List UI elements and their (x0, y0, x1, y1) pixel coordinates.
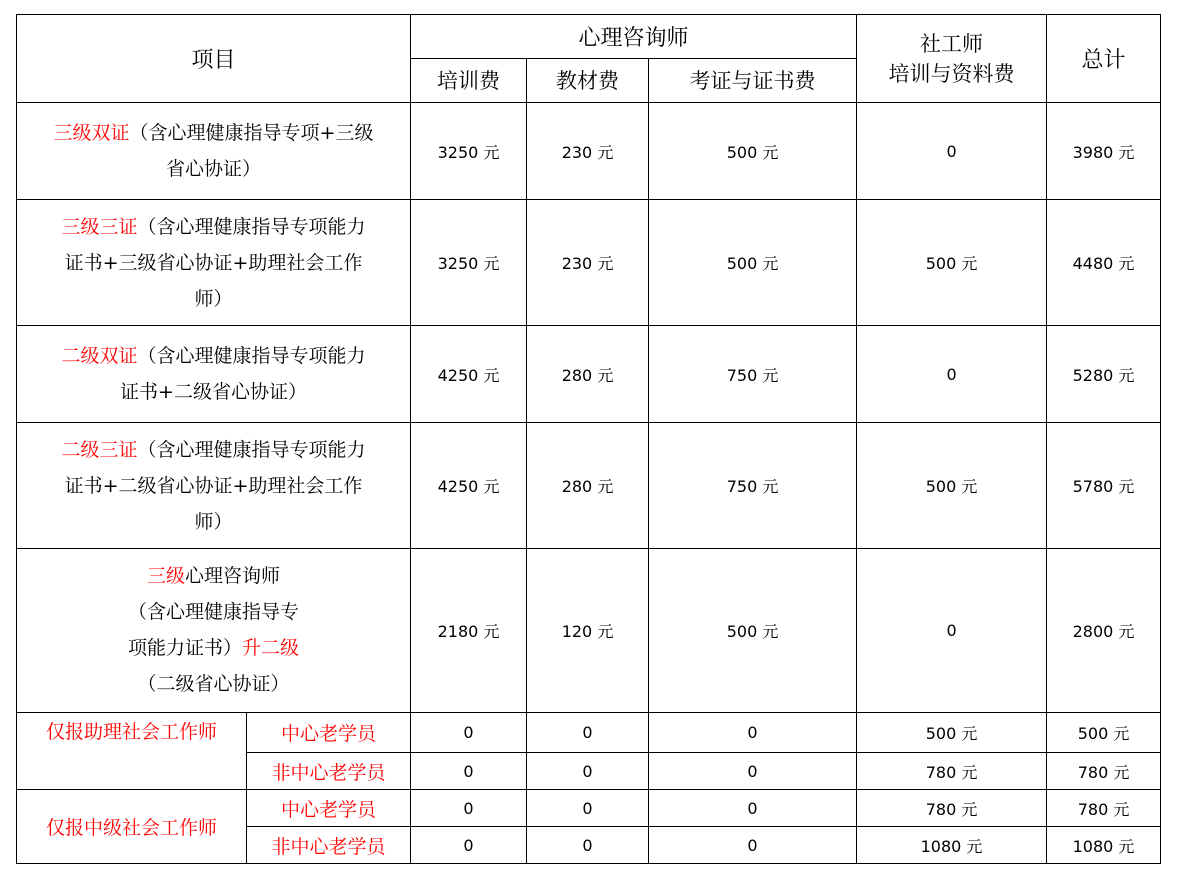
cell-total: 500 元 (1047, 712, 1161, 753)
cell-textbook: 230 元 (527, 200, 649, 326)
row-item-highlight: 二级双证 (61, 345, 138, 367)
header-exam-cert-fee: 考证与证书费 (649, 58, 857, 102)
table-row-upgrade (17, 548, 1161, 712)
header-total: 总计 (1047, 15, 1161, 103)
cell-total: 780 元 (1047, 790, 1161, 827)
row-item-highlight: 三级双证 (53, 122, 130, 145)
cell-social: 1080 元 (857, 827, 1047, 864)
student-type: 中心老学员 (247, 790, 411, 827)
cell-total: 5280 元 (1047, 325, 1161, 422)
cell-social: 780 元 (857, 790, 1047, 827)
row-item-text: （含心理健康指导专 (128, 601, 300, 624)
cell-social: 500 元 (857, 423, 1047, 549)
row-item (17, 548, 411, 712)
cell-social: 780 元 (857, 753, 1047, 790)
cell-training: 0 (411, 753, 527, 790)
cell-textbook: 0 (527, 790, 649, 827)
cell-training: 0 (411, 790, 527, 827)
row-item-text: 师） (194, 287, 233, 310)
cell-social: 500 元 (857, 712, 1047, 753)
row-item-text: （二级省心协证） (137, 673, 290, 696)
student-type: 非中心老学员 (247, 753, 411, 790)
header-social-worker-line1: 社工师 (920, 32, 984, 57)
header-item: 项目 (17, 15, 411, 103)
table-row (17, 423, 1161, 549)
cell-textbook: 280 元 (527, 325, 649, 422)
cell-total: 3980 元 (1047, 102, 1161, 199)
cell-total: 2800 元 (1047, 548, 1161, 712)
cell-total: 5780 元 (1047, 423, 1161, 549)
cell-textbook: 280 元 (527, 423, 649, 549)
cell-total: 4480 元 (1047, 200, 1161, 326)
student-type: 非中心老学员 (247, 827, 411, 864)
cell-exam: 750 元 (649, 423, 857, 549)
row-item-highlight: 三级 (146, 565, 185, 588)
row-item-text: 证书+二级省心协证） (120, 381, 307, 403)
row-item (17, 325, 411, 422)
row-item-highlight: 二级三证 (61, 438, 138, 461)
row-item (17, 423, 411, 549)
cell-total: 1080 元 (1047, 827, 1161, 864)
cell-training: 3250 元 (411, 102, 527, 199)
cell-textbook: 0 (527, 827, 649, 864)
table-row (17, 200, 1161, 326)
table-row (17, 325, 1161, 422)
table-row (17, 102, 1161, 199)
cell-exam: 0 (649, 753, 857, 790)
row-item-text: 证书+三级省心协证+助理社会工作 (64, 251, 363, 274)
row-item-highlight: 升二级 (242, 637, 300, 660)
cell-training: 0 (411, 712, 527, 753)
header-counselor: 心理咨询师 (411, 15, 857, 59)
header-textbook-fee: 教材费 (527, 58, 649, 102)
row-item (17, 200, 411, 326)
cell-training: 2180 元 (411, 548, 527, 712)
row-item-text: 项能力证书） (127, 637, 242, 660)
row-item-text: 证书+二级省心协证+助理社会工作 (64, 474, 363, 497)
cell-exam: 750 元 (649, 325, 857, 422)
cell-training: 4250 元 (411, 423, 527, 549)
cell-textbook: 230 元 (527, 102, 649, 199)
cell-training: 4250 元 (411, 325, 527, 422)
header-social-worker (857, 15, 1047, 103)
cell-exam: 0 (649, 712, 857, 753)
student-type: 中心老学员 (247, 712, 411, 753)
cell-textbook: 0 (527, 712, 649, 753)
fee-table (16, 14, 1161, 864)
row-item-text: 心理咨询师 (185, 565, 281, 588)
row-item (17, 102, 411, 199)
header-training-fee: 培训费 (411, 58, 527, 102)
cell-social: 500 元 (857, 200, 1047, 326)
cell-exam: 500 元 (649, 102, 857, 199)
group-label: 仅报中级社会工作师 (17, 790, 247, 864)
cell-textbook: 120 元 (527, 548, 649, 712)
row-item-text: 师） (194, 510, 233, 533)
cell-social: 0 (857, 325, 1047, 422)
table-row (17, 790, 1161, 827)
cell-exam: 0 (649, 790, 857, 827)
cell-training: 0 (411, 827, 527, 864)
cell-exam: 500 元 (649, 548, 857, 712)
row-item-text: （含心理健康指导专项能力 (137, 438, 366, 461)
cell-total: 780 元 (1047, 753, 1161, 790)
row-item-text: （含心理健康指导专项能力 (137, 215, 366, 238)
cell-social: 0 (857, 548, 1047, 712)
header-social-worker-line2: 培训与资料费 (888, 62, 1015, 87)
group-label: 仅报助理社会工作师 (17, 712, 247, 790)
row-item-highlight: 三级三证 (61, 215, 138, 238)
row-item-text: 省心协证） (166, 158, 262, 181)
table-row (17, 712, 1161, 753)
cell-exam: 500 元 (649, 200, 857, 326)
cell-textbook: 0 (527, 753, 649, 790)
cell-exam: 0 (649, 827, 857, 864)
cell-social: 0 (857, 102, 1047, 199)
row-item-text: （含心理健康指导专项+三级 (129, 122, 374, 145)
cell-training: 3250 元 (411, 200, 527, 326)
row-item-text: （含心理健康指导专项能力 (137, 345, 366, 367)
